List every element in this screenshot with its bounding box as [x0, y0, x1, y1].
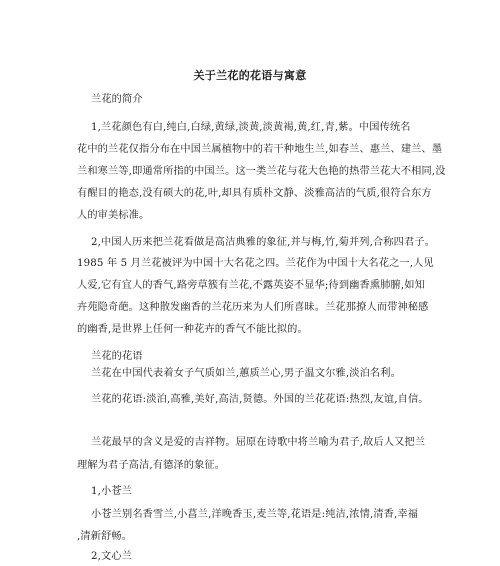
section-heading-intro: 兰花的简介 [91, 94, 143, 105]
paragraph-line: 有醒目的艳态,没有硕大的花,叶,却具有质朴文静、淡雅高洁的气质,很符合东方 [77, 188, 432, 199]
paragraph-line: 兰花在中国代表着女子气质如兰,蕙质兰心,男子温文尔雅,淡泊名利。 [91, 368, 401, 379]
paragraph-line: 兰和寒兰等,即通常所指的中国兰。这一类兰花与花大色艳的热带兰花大不相同,没 [77, 166, 446, 177]
paragraph-line: 1985 年 5 月兰花被评为中国十大名花之四。兰花作为中国十大名花之一,人见 [77, 258, 434, 269]
list-heading-oncidium: 2,文心兰 [91, 551, 133, 562]
paragraph-line: 兰花的花语:淡泊,高雅,美好,高洁,贤德。外国的兰花花语:热烈,友谊,自信。 [91, 394, 429, 405]
paragraph-line: 理解为君子高洁,有德泽的象征。 [77, 460, 226, 471]
paragraph-line: 兰花最早的含义是爱的吉祥物。屈原在诗歌中将兰喻为君子,故后人又把兰 [91, 437, 426, 448]
paragraph-line: 花中的兰花仅指分布在中国兰属植物中的若干种地生兰,如春兰、惠兰、建兰、墨 [77, 144, 443, 155]
paragraph-line: 卉苑隐奇葩。这种散发幽香的兰花历来为人们所喜昧。兰花那撩人而带神秘感 [77, 302, 429, 313]
section-heading-meaning: 兰花的花语 [91, 351, 143, 362]
paragraph-line: 2,中国人历来把兰花看做是高洁典雅的象征,并与梅,竹,菊并列,合称四君子。 [91, 237, 436, 248]
paragraph-line: ,清新舒畅。 [77, 531, 133, 542]
paragraph-line: 人的审美标准。 [77, 210, 150, 221]
paragraph-line: 的幽香,是世界上任何一种花卉的香气不能比拟的。 [77, 324, 308, 335]
list-heading-freesia: 1,小苍兰 [91, 486, 133, 497]
paragraph-line: 人爱,它有宜人的香气,路旁草簇有兰花,不露英姿不显华;待到幽香熏肺腑,如知 [77, 280, 425, 291]
paragraph-line: 小苍兰别名香雪兰,小菖兰,洋晚香玉,麦兰等,花语是:纯洁,浓情,清香,幸福 [91, 509, 419, 520]
paragraph-line: 1,兰花颜色有白,纯白,白绿,黄绿,淡黄,淡黄褐,黄,红,青,紫。中国传统名 [91, 122, 411, 133]
document-title: 关于兰花的花语与寓意 [193, 69, 307, 82]
